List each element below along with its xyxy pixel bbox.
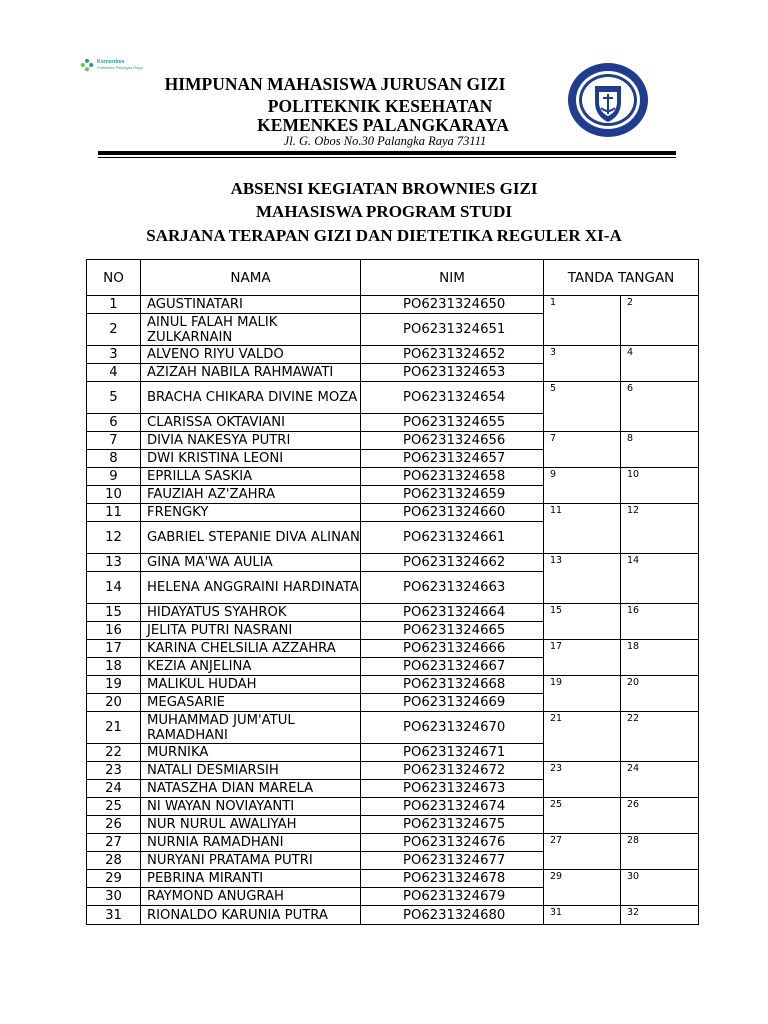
row-nim: PO6231324659 [361,486,544,504]
header-nim: NIM [361,260,544,296]
table-row [87,432,699,450]
table-row [87,504,699,522]
signature-slot[interactable]: 17 [544,640,621,676]
row-nim: PO6231324654 [361,382,544,414]
row-nama: AGUSTINATARI [141,296,361,314]
row-nim: PO6231324660 [361,504,544,522]
table-header-row [87,260,699,296]
row-nama: NURYANI PRATAMA PUTRI [141,852,361,870]
row-number: 23 [87,762,141,780]
row-number: 8 [87,450,141,468]
row-nama: PEBRINA MIRANTI [141,870,361,888]
row-nama: AINUL FALAH MALIK ZULKARNAIN [141,314,361,346]
table-row [87,676,699,694]
row-nama: DIVIA NAKESYA PUTRI [141,432,361,450]
row-number: 14 [87,572,141,604]
row-nama: MUHAMMAD JUM'ATUL RAMADHANI [141,712,361,744]
row-nim: PO6231324667 [361,658,544,676]
row-number: 28 [87,852,141,870]
row-number: 10 [87,486,141,504]
row-nim: PO6231324651 [361,314,544,346]
signature-slot[interactable]: 29 [544,870,621,906]
signature-slot[interactable]: 32 [621,906,699,925]
row-number: 25 [87,798,141,816]
row-nama: RIONALDO KARUNIA PUTRA [141,906,361,925]
signature-slot[interactable]: 4 [621,346,699,382]
row-nama: AZIZAH NABILA RAHMAWATI [141,364,361,382]
row-number: 11 [87,504,141,522]
row-nim: PO6231324666 [361,640,544,658]
row-nama: MEGASARIE [141,694,361,712]
row-nama: FRENGKY [141,504,361,522]
row-nama: DWI KRISTINA LEONI [141,450,361,468]
row-nim: PO6231324650 [361,296,544,314]
row-nim: PO6231324680 [361,906,544,925]
signature-slot[interactable]: 21 [544,712,621,762]
header-line1: HIMPUNAN MAHASISWA JURUSAN GIZI [164,74,506,94]
row-nim: PO6231324677 [361,852,544,870]
signature-slot[interactable]: 2 [621,296,699,346]
header-divider-thick [98,151,676,155]
row-nim: PO6231324671 [361,744,544,762]
row-nama: JELITA PUTRI NASRANI [141,622,361,640]
row-number: 2 [87,314,141,346]
row-nama: NURNIA RAMADHANI [141,834,361,852]
attendance-table [86,259,699,925]
header-divider-thin [98,157,676,158]
row-nama: NATALI DESMIARSIH [141,762,361,780]
signature-slot[interactable]: 18 [621,640,699,676]
signature-slot[interactable]: 14 [621,554,699,604]
row-number: 20 [87,694,141,712]
signature-slot[interactable]: 7 [544,432,621,468]
row-number: 6 [87,414,141,432]
table-row [87,834,699,852]
row-number: 7 [87,432,141,450]
row-number: 12 [87,522,141,554]
row-number: 29 [87,870,141,888]
document-title-line1: ABSENSI KEGIATAN BROWNIES GIZI [230,179,538,198]
row-nama: KEZIA ANJELINA [141,658,361,676]
signature-slot[interactable]: 23 [544,762,621,798]
table-row [87,554,699,572]
row-nim: PO6231324675 [361,816,544,834]
table-row [87,382,699,414]
header-nama: NAMA [141,260,361,296]
header-line2: POLITEKNIK KESEHATAN [267,96,493,116]
table-row [87,712,699,744]
row-nama: ALVENO RIYU VALDO [141,346,361,364]
table-row [87,762,699,780]
row-number: 31 [87,906,141,925]
signature-slot[interactable]: 15 [544,604,621,640]
header-address: Jl. G. Obos No.30 Palangka Raya 73111 [283,134,487,148]
row-nama: RAYMOND ANUGRAH [141,888,361,906]
row-number: 1 [87,296,141,314]
row-number: 13 [87,554,141,572]
row-nim: PO6231324657 [361,450,544,468]
row-number: 30 [87,888,141,906]
signature-slot[interactable]: 16 [621,604,699,640]
row-nim: PO6231324655 [361,414,544,432]
signature-slot[interactable]: 9 [544,468,621,504]
row-nama: NUR NURUL AWALIYAH [141,816,361,834]
signature-slot[interactable]: 6 [621,382,699,432]
table-row [87,798,699,816]
row-nim: PO6231324653 [361,364,544,382]
row-nama: EPRILLA SASKIA [141,468,361,486]
header-line3: KEMENKES PALANGKARAYA [257,115,509,135]
kemenkes-logo [80,56,152,74]
signature-slot[interactable]: 19 [544,676,621,712]
row-nim: PO6231324661 [361,522,544,554]
signature-slot[interactable]: 13 [544,554,621,604]
row-nama: HELENA ANGGRAINI HARDINATA [141,572,361,604]
row-nim: PO6231324658 [361,468,544,486]
row-nama: MURNIKA [141,744,361,762]
row-nim: PO6231324679 [361,888,544,906]
header-tanda-tangan: TANDA TANGAN [544,260,699,296]
table-row [87,870,699,888]
table-row [87,296,699,314]
row-number: 22 [87,744,141,762]
signature-slot[interactable]: 27 [544,834,621,870]
row-number: 19 [87,676,141,694]
row-nama: CLARISSA OKTAVIANI [141,414,361,432]
row-number: 17 [87,640,141,658]
signature-slot[interactable]: 24 [621,762,699,798]
row-number: 21 [87,712,141,744]
signature-slot[interactable]: 1 [544,296,621,346]
row-nim: PO6231324656 [361,432,544,450]
signature-slot[interactable]: 3 [544,346,621,382]
kemenkes-logo-icon [80,58,94,72]
row-nama: GINA MA'WA AULIA [141,554,361,572]
row-nama: BRACHA CHIKARA DIVINE MOZA [141,382,361,414]
row-number: 3 [87,346,141,364]
row-nim: PO6231324668 [361,676,544,694]
row-nim: PO6231324669 [361,694,544,712]
signature-slot[interactable]: 31 [544,906,621,925]
signature-slot[interactable]: 10 [621,468,699,504]
row-number: 15 [87,604,141,622]
logo-text-line2: Poltekkes Palangka Raya [97,64,143,70]
row-number: 24 [87,780,141,798]
signature-slot[interactable]: 12 [621,504,699,554]
row-nama: NATASZHA DIAN MARELA [141,780,361,798]
row-number: 4 [87,364,141,382]
signature-slot[interactable]: 28 [621,834,699,870]
row-nim: PO6231324672 [361,762,544,780]
signature-slot[interactable]: 8 [621,432,699,468]
row-nim: PO6231324662 [361,554,544,572]
row-nim: PO6231324673 [361,780,544,798]
row-number: 27 [87,834,141,852]
row-nim: PO6231324652 [361,346,544,364]
row-nim: PO6231324674 [361,798,544,816]
row-nama: MALIKUL HUDAH [141,676,361,694]
row-number: 9 [87,468,141,486]
row-nim: PO6231324676 [361,834,544,852]
document-title-line3: SARJANA TERAPAN GIZI DAN DIETETIKA REGULER XI-A [146,226,622,245]
row-nama: FAUZIAH AZ'ZAHRA [141,486,361,504]
table-row [87,906,699,925]
signature-slot[interactable]: 5 [544,382,621,432]
row-nama: KARINA CHELSILIA AZZAHRA [141,640,361,658]
signature-slot[interactable]: 11 [544,504,621,554]
table-row [87,640,699,658]
table-row [87,604,699,622]
table-row [87,346,699,364]
signature-slot[interactable]: 25 [544,798,621,834]
signature-slot[interactable]: 26 [621,798,699,834]
row-number: 18 [87,658,141,676]
row-nama: NI WAYAN NOVIAYANTI [141,798,361,816]
row-nim: PO6231324678 [361,870,544,888]
row-number: 16 [87,622,141,640]
signature-slot[interactable]: 20 [621,676,699,712]
row-number: 26 [87,816,141,834]
table-row [87,468,699,486]
header-no: NO [87,260,141,296]
row-nim: PO6231324663 [361,572,544,604]
signature-slot[interactable]: 22 [621,712,699,762]
document-title-line2: MAHASISWA PROGRAM STUDI [256,202,512,221]
signature-slot[interactable]: 30 [621,870,699,906]
row-nim: PO6231324664 [361,604,544,622]
row-number: 5 [87,382,141,414]
row-nama: GABRIEL STEPANIE DIVA ALINAN [141,522,361,554]
row-nama: HIDAYATUS SYAHROK [141,604,361,622]
row-nim: PO6231324665 [361,622,544,640]
row-nim: PO6231324670 [361,712,544,744]
logo-text-line1: Kemenkes [97,59,125,66]
